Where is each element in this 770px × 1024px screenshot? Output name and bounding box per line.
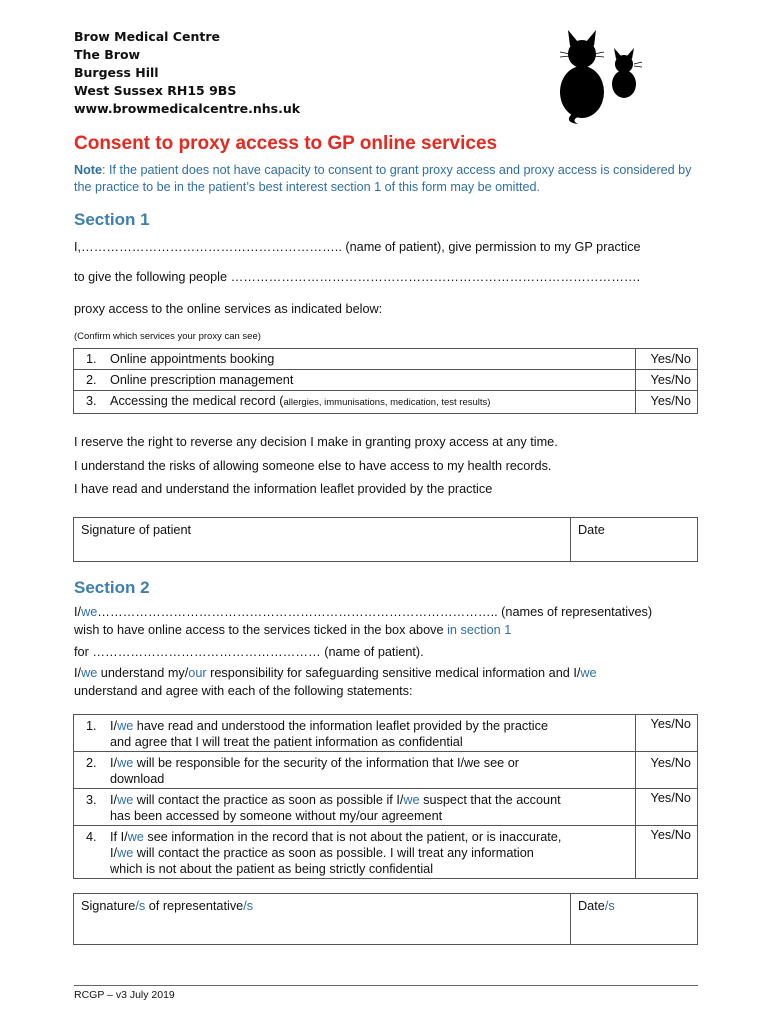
representative-signature-table (73, 893, 698, 945)
address-line: The Brow (74, 47, 141, 62)
table-row (74, 789, 698, 826)
statement-line: I have read and understand the information leaflet provided by the practice (74, 482, 493, 496)
yes-no-option[interactable]: Yes/No (636, 826, 698, 879)
address-line: Burgess Hill (74, 65, 159, 80)
online-access-line: wish to have online access to the services ticked in the box above in section 1 (74, 623, 512, 637)
patient-date-field[interactable]: Date (571, 518, 698, 562)
representative-date-field[interactable]: Date/s (571, 894, 698, 945)
table-row (74, 370, 698, 391)
page-title: Consent to proxy access to GP online services (74, 133, 498, 154)
note-text (74, 162, 704, 195)
address-line: Brow Medical Centre (74, 29, 220, 44)
note-body: : If the patient does not have capacity to consent to grant proxy access and proxy access is considered by the practice to be in the patient’s best interest section 1 of this form may be omitted. (74, 163, 692, 194)
table-row (74, 826, 698, 879)
service-cell: 3. Accessing the medical record (allergies, immunisations, medication, test results) (74, 391, 636, 414)
note-label: Note (74, 163, 102, 177)
table-row (74, 715, 698, 752)
patient-for-line: for ……………………………………………… (name of patient). (74, 645, 424, 659)
statement-cell: 1. I/we have read and understood the information leaflet provided by the practice and agree that I will treat the patient information as confidential (74, 715, 636, 752)
address-line: West Sussex RH15 9BS (74, 83, 237, 98)
services-table (73, 348, 698, 414)
representatives-line: I/we………………………………………………………………………………….. (names of representatives) (74, 605, 653, 619)
yes-no-option[interactable]: Yes/No (636, 715, 698, 752)
table-row (74, 391, 698, 414)
patient-name-line: I,…………………………………………………….. (name of patient), give permission to my GP practice (74, 240, 641, 254)
patient-signature-field[interactable]: Signature of patient (74, 518, 571, 562)
yes-no-option[interactable]: Yes/No (636, 789, 698, 826)
statement-cell: 2. I/we will be responsible for the security of the information that I/we see or download (74, 752, 636, 789)
statement-cell: 4. If I/we see information in the record that is not about the patient, or is inaccurate, I/we will contact the practice as soon as possible. I will treat any information which is not about the patient as being strictly confidential (74, 826, 636, 879)
statement-line: I understand the risks of allowing someone else to have access to my health records. (74, 459, 552, 473)
patient-signature-table (73, 517, 698, 562)
representative-signature-field[interactable]: Signature/s of representative/s (74, 894, 571, 945)
confirm-services-note: (Confirm which services your proxy can see) (74, 331, 261, 342)
responsibility-line: I/we understand my/our responsibility for safeguarding sensitive medical information and I/we (74, 666, 597, 680)
service-cell: 1. Online appointments booking (74, 349, 636, 370)
footer-divider (74, 985, 698, 986)
agree-line: understand and agree with each of the following statements: (74, 684, 413, 698)
statement-cell: 3. I/we will contact the practice as soon as possible if I/we suspect that the account has been accessed by someone without my/our agreement (74, 789, 636, 826)
yes-no-option[interactable]: Yes/No (636, 391, 698, 414)
section-1-heading: Section 1 (74, 210, 150, 229)
cat-logo-icon (552, 26, 644, 126)
address-line: www.browmedicalcentre.nhs.uk (74, 101, 301, 116)
proxy-people-line: to give the following people ……………………………………………………………………………………. (74, 270, 641, 284)
yes-no-option[interactable]: Yes/No (636, 370, 698, 391)
practice-address (74, 28, 300, 118)
table-row (74, 752, 698, 789)
table-row (74, 349, 698, 370)
yes-no-option[interactable]: Yes/No (636, 752, 698, 789)
statement-line: I reserve the right to reverse any decision I make in granting proxy access at any time. (74, 435, 558, 449)
statements-table (73, 714, 698, 879)
service-cell: 2. Online prescription management (74, 370, 636, 391)
proxy-access-line: proxy access to the online services as indicated below: (74, 302, 383, 316)
section-2-heading: Section 2 (74, 578, 150, 597)
yes-no-option[interactable]: Yes/No (636, 349, 698, 370)
footer-version: RCGP – v3 July 2019 (74, 989, 175, 1001)
